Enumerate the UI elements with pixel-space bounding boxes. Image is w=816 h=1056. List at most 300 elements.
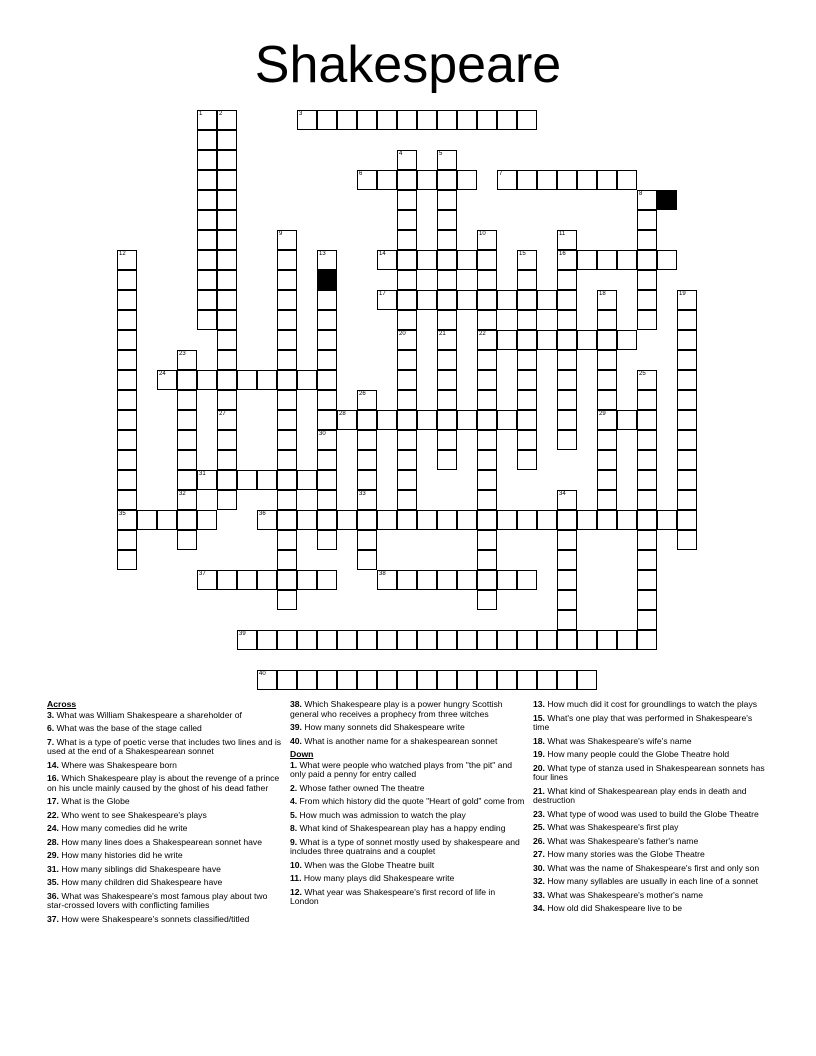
grid-cell[interactable]: [377, 630, 397, 650]
grid-cell[interactable]: [437, 670, 457, 690]
grid-cell[interactable]: [637, 270, 657, 290]
grid-cell[interactable]: [637, 530, 657, 550]
grid-cell[interactable]: [557, 670, 577, 690]
grid-cell[interactable]: [277, 350, 297, 370]
grid-cell[interactable]: [357, 670, 377, 690]
grid-cell[interactable]: [557, 550, 577, 570]
grid-cell[interactable]: [117, 390, 137, 410]
grid-cell[interactable]: [677, 530, 697, 550]
grid-cell[interactable]: [397, 310, 417, 330]
grid-cell[interactable]: [637, 290, 657, 310]
grid-cell[interactable]: [597, 630, 617, 650]
grid-cell[interactable]: [397, 290, 417, 310]
grid-cell[interactable]: [277, 330, 297, 350]
grid-cell[interactable]: [517, 270, 537, 290]
grid-cell[interactable]: [217, 230, 237, 250]
grid-cell[interactable]: [197, 290, 217, 310]
grid-cell[interactable]: [617, 170, 637, 190]
grid-cell[interactable]: [677, 390, 697, 410]
grid-cell[interactable]: [197, 510, 217, 530]
grid-cell[interactable]: [597, 170, 617, 190]
grid-cell[interactable]: [457, 630, 477, 650]
grid-cell[interactable]: [217, 390, 237, 410]
grid-cell[interactable]: [277, 410, 297, 430]
grid-cell[interactable]: [477, 590, 497, 610]
grid-cell[interactable]: [597, 310, 617, 330]
grid-cell[interactable]: [397, 270, 417, 290]
grid-cell[interactable]: [477, 450, 497, 470]
grid-cell[interactable]: [677, 370, 697, 390]
grid-cell[interactable]: [657, 510, 677, 530]
grid-cell[interactable]: [437, 310, 457, 330]
grid-cell[interactable]: [517, 510, 537, 530]
grid-cell[interactable]: [557, 430, 577, 450]
grid-cell[interactable]: [457, 250, 477, 270]
grid-cell[interactable]: [277, 510, 297, 530]
grid-cell[interactable]: [117, 470, 137, 490]
grid-cell[interactable]: [397, 390, 417, 410]
grid-cell[interactable]: [497, 290, 517, 310]
grid-cell[interactable]: [677, 350, 697, 370]
grid-cell[interactable]: [437, 370, 457, 390]
grid-cell[interactable]: [317, 290, 337, 310]
grid-cell[interactable]: [557, 590, 577, 610]
grid-cell[interactable]: [197, 310, 217, 330]
grid-cell[interactable]: [397, 450, 417, 470]
grid-cell[interactable]: [177, 450, 197, 470]
grid-cell[interactable]: [217, 150, 237, 170]
grid-cell[interactable]: [217, 430, 237, 450]
grid-cell[interactable]: [117, 350, 137, 370]
grid-cell[interactable]: [557, 390, 577, 410]
grid-cell[interactable]: [117, 550, 137, 570]
grid-cell[interactable]: [317, 570, 337, 590]
grid-cell[interactable]: [677, 490, 697, 510]
grid-cell[interactable]: [317, 630, 337, 650]
grid-cell[interactable]: [617, 630, 637, 650]
grid-cell[interactable]: [637, 590, 657, 610]
grid-cell[interactable]: [477, 630, 497, 650]
grid-cell[interactable]: [117, 450, 137, 470]
grid-cell[interactable]: [277, 630, 297, 650]
grid-cell[interactable]: [357, 550, 377, 570]
grid-cell[interactable]: [177, 510, 197, 530]
grid-cell[interactable]: [517, 330, 537, 350]
grid-cell[interactable]: [357, 630, 377, 650]
grid-cell[interactable]: [117, 490, 137, 510]
grid-cell[interactable]: [377, 110, 397, 130]
grid-cell[interactable]: [477, 250, 497, 270]
grid-cell[interactable]: [397, 410, 417, 430]
grid-cell[interactable]: [477, 110, 497, 130]
grid-cell[interactable]: [477, 410, 497, 430]
grid-cell[interactable]: [317, 390, 337, 410]
grid-cell[interactable]: [197, 170, 217, 190]
grid-cell[interactable]: [597, 490, 617, 510]
grid-cell[interactable]: [577, 510, 597, 530]
grid-cell[interactable]: [557, 270, 577, 290]
grid-cell[interactable]: [117, 290, 137, 310]
grid-cell[interactable]: [277, 490, 297, 510]
grid-cell[interactable]: [197, 370, 217, 390]
grid-cell[interactable]: [337, 510, 357, 530]
grid-cell[interactable]: [677, 330, 697, 350]
grid-cell[interactable]: [637, 310, 657, 330]
grid-cell[interactable]: [397, 470, 417, 490]
grid-cell[interactable]: [457, 670, 477, 690]
grid-cell[interactable]: [437, 210, 457, 230]
grid-cell[interactable]: [477, 290, 497, 310]
grid-cell[interactable]: [377, 670, 397, 690]
grid-cell[interactable]: [457, 510, 477, 530]
grid-cell[interactable]: [637, 470, 657, 490]
grid-cell[interactable]: [437, 110, 457, 130]
grid-cell[interactable]: [397, 430, 417, 450]
grid-cell[interactable]: [317, 410, 337, 430]
grid-cell[interactable]: [457, 410, 477, 430]
grid-cell[interactable]: [197, 130, 217, 150]
grid-cell[interactable]: [397, 510, 417, 530]
grid-cell[interactable]: [557, 630, 577, 650]
grid-cell[interactable]: [437, 450, 457, 470]
grid-cell[interactable]: [277, 550, 297, 570]
grid-cell[interactable]: [237, 570, 257, 590]
grid-cell[interactable]: [477, 570, 497, 590]
grid-cell[interactable]: [337, 630, 357, 650]
grid-cell[interactable]: [277, 290, 297, 310]
grid-cell[interactable]: [417, 630, 437, 650]
grid-cell[interactable]: [197, 230, 217, 250]
grid-cell[interactable]: [357, 470, 377, 490]
grid-cell[interactable]: [397, 350, 417, 370]
grid-cell[interactable]: [637, 390, 657, 410]
grid-cell[interactable]: [377, 410, 397, 430]
grid-cell[interactable]: [637, 610, 657, 630]
grid-cell[interactable]: [217, 570, 237, 590]
grid-cell[interactable]: [637, 510, 657, 530]
grid-cell[interactable]: [297, 510, 317, 530]
grid-cell[interactable]: [277, 370, 297, 390]
grid-cell[interactable]: [677, 470, 697, 490]
grid-cell[interactable]: [257, 630, 277, 650]
grid-cell[interactable]: [397, 230, 417, 250]
grid-cell[interactable]: [437, 170, 457, 190]
grid-cell[interactable]: [137, 510, 157, 530]
grid-cell[interactable]: [457, 170, 477, 190]
grid-cell[interactable]: [177, 430, 197, 450]
grid-cell[interactable]: [437, 570, 457, 590]
grid-cell[interactable]: [437, 410, 457, 430]
grid-cell[interactable]: [477, 550, 497, 570]
grid-cell[interactable]: [637, 250, 657, 270]
grid-cell[interactable]: [337, 110, 357, 130]
grid-cell[interactable]: [597, 250, 617, 270]
grid-cell[interactable]: [477, 490, 497, 510]
grid-cell[interactable]: [317, 450, 337, 470]
grid-cell[interactable]: [317, 370, 337, 390]
grid-cell[interactable]: [217, 370, 237, 390]
grid-cell[interactable]: [517, 410, 537, 430]
grid-cell[interactable]: [437, 630, 457, 650]
grid-cell[interactable]: [577, 670, 597, 690]
grid-cell[interactable]: [677, 510, 697, 530]
grid-cell[interactable]: [537, 170, 557, 190]
grid-cell[interactable]: [517, 170, 537, 190]
grid-cell[interactable]: [637, 450, 657, 470]
grid-cell[interactable]: [277, 430, 297, 450]
grid-cell[interactable]: [317, 490, 337, 510]
grid-cell[interactable]: [437, 350, 457, 370]
grid-cell[interactable]: [497, 330, 517, 350]
grid-cell[interactable]: [657, 250, 677, 270]
grid-cell[interactable]: [517, 110, 537, 130]
grid-cell[interactable]: [417, 250, 437, 270]
grid-cell[interactable]: [217, 350, 237, 370]
grid-cell[interactable]: [417, 670, 437, 690]
grid-cell[interactable]: [517, 390, 537, 410]
grid-cell[interactable]: [517, 670, 537, 690]
grid-cell[interactable]: [597, 370, 617, 390]
grid-cell[interactable]: [557, 290, 577, 310]
grid-cell[interactable]: [457, 110, 477, 130]
grid-cell[interactable]: [557, 570, 577, 590]
grid-cell[interactable]: [357, 510, 377, 530]
grid-cell[interactable]: [617, 510, 637, 530]
grid-cell[interactable]: [617, 250, 637, 270]
grid-cell[interactable]: [537, 290, 557, 310]
grid-cell[interactable]: [437, 270, 457, 290]
grid-cell[interactable]: [597, 430, 617, 450]
grid-cell[interactable]: [517, 430, 537, 450]
grid-cell[interactable]: [557, 510, 577, 530]
grid-cell[interactable]: [417, 170, 437, 190]
grid-cell[interactable]: [517, 450, 537, 470]
grid-cell[interactable]: [537, 670, 557, 690]
grid-cell[interactable]: [117, 530, 137, 550]
grid-cell[interactable]: [477, 270, 497, 290]
grid-cell[interactable]: [397, 190, 417, 210]
grid-cell[interactable]: [537, 510, 557, 530]
grid-cell[interactable]: [317, 310, 337, 330]
grid-cell[interactable]: [537, 630, 557, 650]
grid-cell[interactable]: [397, 670, 417, 690]
grid-cell[interactable]: [177, 390, 197, 410]
grid-cell[interactable]: [317, 470, 337, 490]
grid-cell[interactable]: [217, 290, 237, 310]
grid-cell[interactable]: [217, 190, 237, 210]
grid-cell[interactable]: [617, 410, 637, 430]
grid-cell[interactable]: [217, 250, 237, 270]
grid-cell[interactable]: [177, 530, 197, 550]
grid-cell[interactable]: [397, 110, 417, 130]
grid-cell[interactable]: [117, 410, 137, 430]
grid-cell[interactable]: [217, 450, 237, 470]
grid-cell[interactable]: [437, 430, 457, 450]
grid-cell[interactable]: [517, 370, 537, 390]
grid-cell[interactable]: [397, 630, 417, 650]
grid-cell[interactable]: [277, 450, 297, 470]
grid-cell[interactable]: [277, 270, 297, 290]
grid-cell[interactable]: [317, 530, 337, 550]
grid-cell[interactable]: [677, 430, 697, 450]
grid-cell[interactable]: [397, 250, 417, 270]
grid-cell[interactable]: [597, 510, 617, 530]
grid-cell[interactable]: [197, 250, 217, 270]
grid-cell[interactable]: [117, 370, 137, 390]
grid-cell[interactable]: [357, 430, 377, 450]
grid-cell[interactable]: [517, 290, 537, 310]
grid-cell[interactable]: [277, 310, 297, 330]
grid-cell[interactable]: [597, 470, 617, 490]
grid-cell[interactable]: [637, 430, 657, 450]
grid-cell[interactable]: [357, 450, 377, 470]
grid-cell[interactable]: [377, 170, 397, 190]
grid-cell[interactable]: [277, 570, 297, 590]
grid-cell[interactable]: [637, 570, 657, 590]
grid-cell[interactable]: [197, 190, 217, 210]
grid-cell[interactable]: [417, 570, 437, 590]
grid-cell[interactable]: [637, 230, 657, 250]
grid-cell[interactable]: [477, 470, 497, 490]
grid-cell[interactable]: [297, 570, 317, 590]
grid-cell[interactable]: [297, 670, 317, 690]
grid-cell[interactable]: [377, 510, 397, 530]
grid-cell[interactable]: [217, 130, 237, 150]
grid-cell[interactable]: [317, 350, 337, 370]
grid-cell[interactable]: [217, 170, 237, 190]
grid-cell[interactable]: [117, 330, 137, 350]
grid-cell[interactable]: [437, 390, 457, 410]
grid-cell[interactable]: [577, 330, 597, 350]
grid-cell[interactable]: [617, 330, 637, 350]
grid-cell[interactable]: [197, 210, 217, 230]
grid-cell[interactable]: [477, 430, 497, 450]
grid-cell[interactable]: [437, 250, 457, 270]
grid-cell[interactable]: [457, 290, 477, 310]
grid-cell[interactable]: [517, 630, 537, 650]
grid-cell[interactable]: [277, 670, 297, 690]
grid-cell[interactable]: [297, 370, 317, 390]
grid-cell[interactable]: [557, 310, 577, 330]
grid-cell[interactable]: [357, 410, 377, 430]
grid-cell[interactable]: [517, 310, 537, 330]
grid-cell[interactable]: [317, 110, 337, 130]
grid-cell[interactable]: [117, 270, 137, 290]
grid-cell[interactable]: [217, 210, 237, 230]
grid-cell[interactable]: [597, 450, 617, 470]
grid-cell[interactable]: [597, 350, 617, 370]
grid-cell[interactable]: [497, 630, 517, 650]
grid-cell[interactable]: [417, 410, 437, 430]
grid-cell[interactable]: [637, 210, 657, 230]
grid-cell[interactable]: [437, 510, 457, 530]
grid-cell[interactable]: [397, 210, 417, 230]
grid-cell[interactable]: [217, 270, 237, 290]
grid-cell[interactable]: [557, 530, 577, 550]
grid-cell[interactable]: [257, 570, 277, 590]
grid-cell[interactable]: [357, 110, 377, 130]
grid-cell[interactable]: [597, 330, 617, 350]
grid-cell[interactable]: [217, 490, 237, 510]
grid-cell[interactable]: [177, 410, 197, 430]
grid-cell[interactable]: [357, 530, 377, 550]
grid-cell[interactable]: [437, 190, 457, 210]
grid-cell[interactable]: [277, 590, 297, 610]
grid-cell[interactable]: [337, 670, 357, 690]
grid-cell[interactable]: [397, 170, 417, 190]
grid-cell[interactable]: [197, 270, 217, 290]
grid-cell[interactable]: [517, 570, 537, 590]
grid-cell[interactable]: [637, 490, 657, 510]
grid-cell[interactable]: [637, 630, 657, 650]
grid-cell[interactable]: [497, 410, 517, 430]
grid-cell[interactable]: [257, 470, 277, 490]
grid-cell[interactable]: [217, 470, 237, 490]
grid-cell[interactable]: [117, 310, 137, 330]
grid-cell[interactable]: [557, 610, 577, 630]
grid-cell[interactable]: [477, 350, 497, 370]
grid-cell[interactable]: [477, 390, 497, 410]
grid-cell[interactable]: [557, 410, 577, 430]
grid-cell[interactable]: [177, 370, 197, 390]
grid-cell[interactable]: [237, 470, 257, 490]
grid-cell[interactable]: [517, 350, 537, 370]
grid-cell[interactable]: [117, 430, 137, 450]
grid-cell[interactable]: [317, 510, 337, 530]
grid-cell[interactable]: [457, 570, 477, 590]
grid-cell[interactable]: [557, 350, 577, 370]
grid-cell[interactable]: [317, 670, 337, 690]
grid-cell[interactable]: [277, 250, 297, 270]
grid-cell[interactable]: [217, 330, 237, 350]
grid-cell[interactable]: [497, 670, 517, 690]
grid-cell[interactable]: [417, 110, 437, 130]
grid-cell[interactable]: [677, 410, 697, 430]
grid-cell[interactable]: [397, 570, 417, 590]
grid-cell[interactable]: [197, 150, 217, 170]
grid-cell[interactable]: [237, 370, 257, 390]
grid-cell[interactable]: [297, 630, 317, 650]
grid-cell[interactable]: [557, 330, 577, 350]
grid-cell[interactable]: [537, 330, 557, 350]
grid-cell[interactable]: [297, 470, 317, 490]
grid-cell[interactable]: [277, 470, 297, 490]
grid-cell[interactable]: [397, 370, 417, 390]
grid-cell[interactable]: [577, 250, 597, 270]
grid-cell[interactable]: [557, 170, 577, 190]
grid-cell[interactable]: [497, 110, 517, 130]
grid-cell[interactable]: [217, 310, 237, 330]
grid-cell[interactable]: [157, 510, 177, 530]
grid-cell[interactable]: [637, 410, 657, 430]
grid-cell[interactable]: [677, 310, 697, 330]
grid-cell[interactable]: [437, 290, 457, 310]
grid-cell[interactable]: [597, 390, 617, 410]
grid-cell[interactable]: [557, 370, 577, 390]
grid-cell[interactable]: [677, 450, 697, 470]
grid-cell[interactable]: [477, 310, 497, 330]
grid-cell[interactable]: [277, 530, 297, 550]
grid-cell[interactable]: [477, 670, 497, 690]
grid-cell[interactable]: [397, 490, 417, 510]
grid-cell[interactable]: [177, 470, 197, 490]
grid-cell[interactable]: [477, 530, 497, 550]
grid-cell[interactable]: [577, 630, 597, 650]
grid-cell[interactable]: [477, 370, 497, 390]
grid-cell[interactable]: [437, 230, 457, 250]
grid-cell[interactable]: [637, 550, 657, 570]
grid-cell[interactable]: [497, 570, 517, 590]
